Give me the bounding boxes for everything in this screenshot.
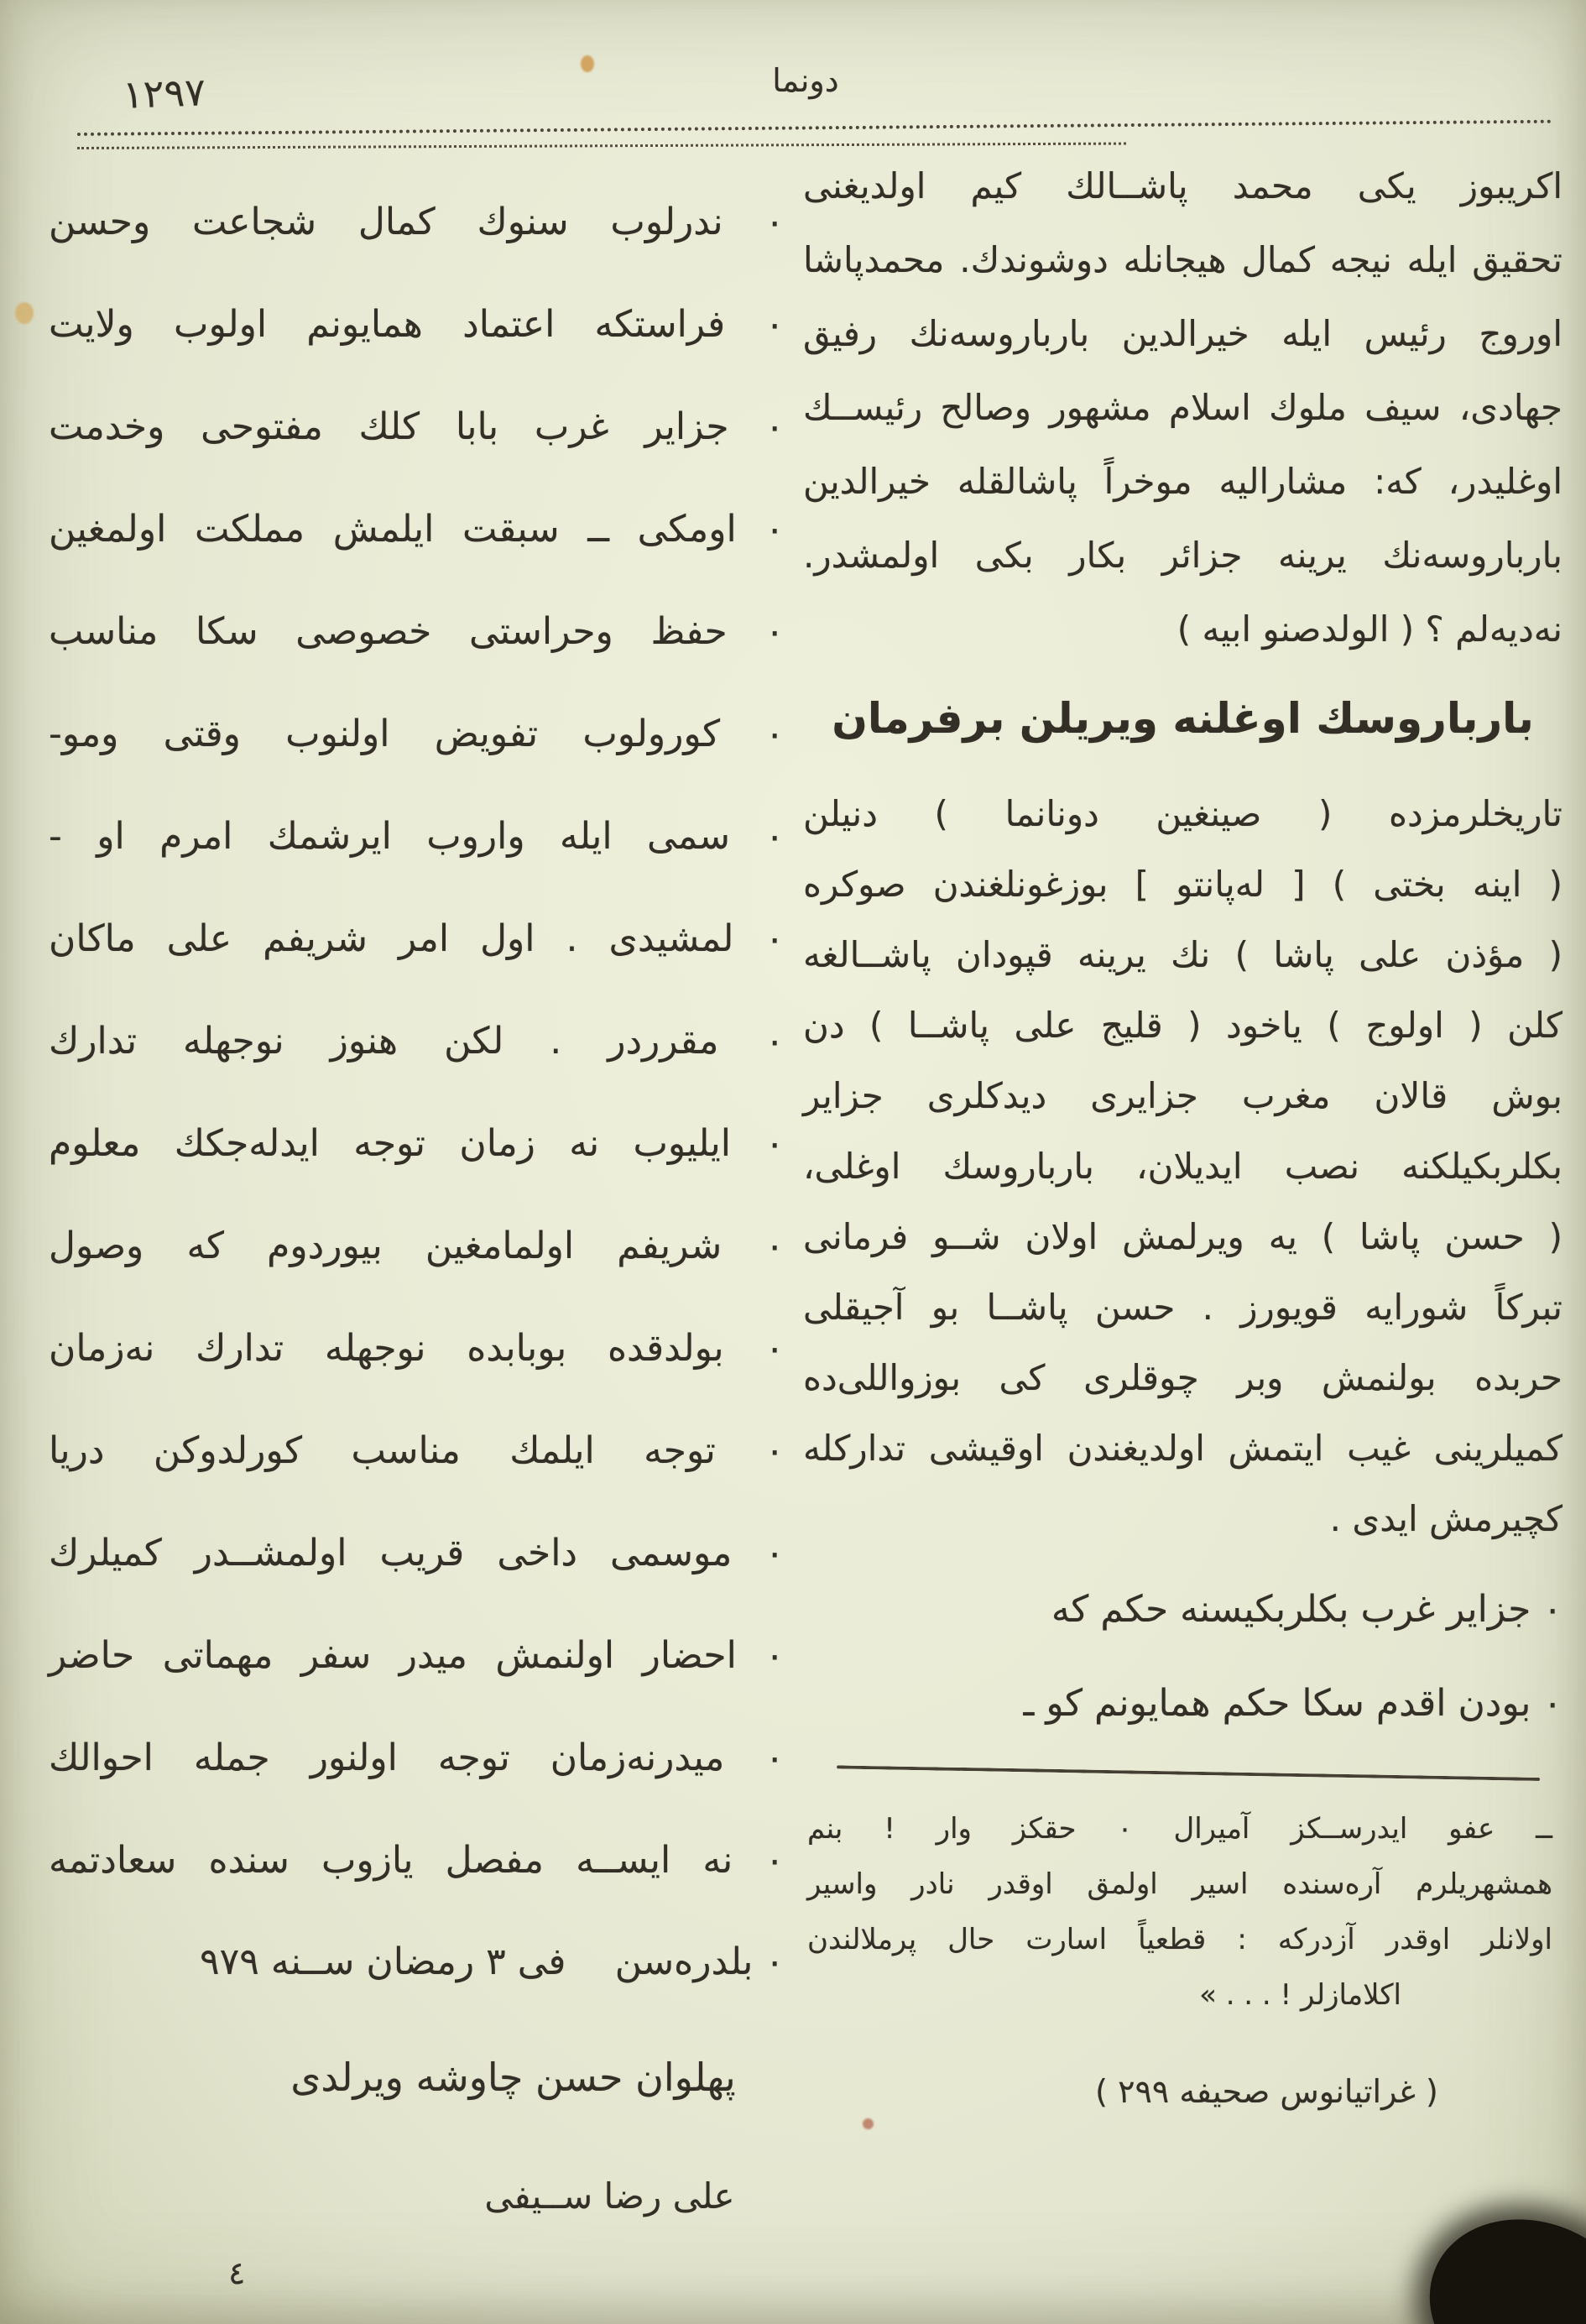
decree-opening-lines (803, 1563, 1563, 1751)
paragraph-line: تحقيق ايله نيجه كمال هيجانله دوشوندك. محمدپاشا (803, 239, 1563, 280)
ferman-date-line (49, 1911, 785, 2013)
page-number: ١٢٩٧ (122, 69, 206, 118)
ferman-date-left: فى ٣ رمضان ســنه ٩٧٩ (200, 1940, 566, 1983)
paragraph-line: تاريخلرمزده ( صينغين دونانما ) دنيلن (803, 793, 1563, 834)
section-heading: بارباروسك اوغلنه ويريلن برفرمان (832, 694, 1534, 743)
foxing-spot (863, 2118, 874, 2129)
ferman-line: ٠ ايليوب نه زمان توجه ايدله‌جكك معلوم (49, 1122, 785, 1165)
ferman-line: ٠ فراستكه اعتماد همايونم اولوب ولايت (49, 303, 785, 346)
footnote-line: ــ عفو ايدرســكز آميرال ٠ حقكز وار ! بنم (807, 1812, 1553, 1846)
ferman-line: ٠ توجه ايلمك مناسب كورلدوكن دريا (49, 1429, 785, 1472)
header-dotted-rule-secondary (77, 143, 1126, 149)
ferman-line: ٠ سمى ايله واروب ايرشمك امرم او - (49, 815, 785, 858)
paragraph-line: كلن ( اولوج ) ياخود ( قليج على پاشــا ) دن (803, 1005, 1563, 1046)
paragraph-line: بارباروسه‌نك يرينه جزائر بكار بكى اولمشدر. (803, 535, 1563, 576)
ferman-line: ٠ مقرردر . لكن هنوز نوجهله تدارك (49, 1020, 785, 1063)
paragraph-line: اكريبوز يكى محمد پاشــالك كيم اولديغنى (803, 165, 1563, 206)
foxing-spot (15, 302, 34, 324)
source-reference-block (803, 2058, 1563, 2125)
gathering-signature-mark: ٤ (228, 2254, 246, 2291)
paragraph-line: بكلربكيلكنه نصب ايديلان، بارباروسك اوغلى، (803, 1146, 1563, 1187)
footnote-rule (837, 1765, 1540, 1781)
footnote-line: اكلامازلر ! . . . » (1199, 1978, 1401, 2012)
author-signature: على رضا ســيفى (484, 2175, 735, 2217)
ferman-closing-line: پهلوان حسن چاوشه ويرلدى (290, 2055, 736, 2100)
source-reference: ( غراتيانوس صحيفه ٢٩٩ ) (1095, 2073, 1438, 2110)
ferman-line: ٠ كورولوب تفويض اولنوب وقتى ومو- (49, 713, 785, 755)
ferman-line: ٠ موسمى داخى قريب اولمشــدر كميلرك (49, 1532, 785, 1575)
paragraph-line: ( اينه بختى ) [ له‌پانتو ] بوزغونلغندن صوكره (803, 864, 1563, 905)
ferman-line: ٠ نه ايســه مفصل يازوب سنده سعادتمه (49, 1839, 785, 1882)
ferman-line: ٠ بولدقده بوبابده نوجهله تدارك نه‌زمان (49, 1327, 785, 1370)
paragraph-line: بوش قالان مغرب جزايرى ديدكلرى جزاير (803, 1075, 1563, 1116)
paragraph-line: ( حسن پاشا ) يه ويرلمش اولان شــو فرمانى (803, 1216, 1563, 1257)
footnote-line: همشهريلرم آره‌سنده اسير اولمق اوقدر نادر واسير (807, 1867, 1552, 1901)
paragraph-line: كچيرمش ايدى . (1329, 1498, 1563, 1539)
paragraph-line: اوغليدر، كه: مشاراليه موخراً پاشالقله خيرالدين (803, 461, 1563, 502)
ferman-line: ٠ لمشيدى . اول امر شريفم على ماكان (49, 917, 785, 960)
ferman-line: ٠ شريفم اولمامغين بيوردوم كه وصول (49, 1225, 785, 1267)
ferman-line: ٠ احضار اولنمش ميدر سفر مهماتى حاضر (49, 1634, 785, 1677)
ferman-line: ٠ حفظ وحراستى خصوصى سكا مناسب (49, 610, 785, 653)
footnote-line: اولانلر اوقدر آزدركه : قطعياً اسارت حال پرملالندن (807, 1923, 1552, 1956)
decree-line: ٠ جزاير غرب بكلربكيسنه حكم كه (1051, 1588, 1563, 1631)
ferman-line: ٠ ندرلوب سنوك كمال شجاعت وحسن (49, 201, 785, 243)
paragraph-line: ( مؤذن على پاشا ) نك يرينه قپودان پاشــالغه (803, 934, 1563, 975)
paragraph-line: نه‌ديه‌لم ؟ ( الولدصنو ابيه ) (1176, 608, 1563, 650)
section-heading-block (803, 676, 1563, 760)
ferman-column (49, 171, 785, 1912)
opening-paragraph (803, 149, 1563, 666)
decree-line: ٠ بودن اقدم سكا حكم همايونم كو ـ (1023, 1682, 1563, 1725)
paragraph-line: تبركاً شورايه قويورز . حسن پاشــا بو آجيقلى (803, 1287, 1563, 1328)
paragraph-line: كميلرينى غيب ايتمش اولديغندن اوقيشى تداركله (803, 1428, 1563, 1469)
paragraph-line: اوروج رئيس ايله خيرالدين بارباروسه‌نك رفيق (803, 313, 1563, 354)
ferman-line: ٠ ميدرنه‌زمان توجه اولنور جمله احوالك (49, 1736, 785, 1779)
paragraph-line: حربده بولنمش وبر چوقلرى كى بوزواللى‌ده (803, 1357, 1563, 1398)
header-dotted-rule (77, 120, 1552, 136)
foxing-spot (581, 55, 594, 72)
ferman-date-right: ٠ بلدره‌سن (614, 1940, 785, 1983)
ferman-line: ٠ جزاير غرب بابا كلك مفتوحى وخدمت (49, 405, 785, 448)
ferman-line: ٠ اومكى ــ سبقت ايلمش مملكت اولمغين (49, 508, 785, 551)
paragraph-line: جهادى، سيف ملوك اسلام مشهور وصالح رئيســك (803, 387, 1563, 428)
scan-corner-shadow (1401, 2186, 1586, 2324)
running-title: دونما (772, 62, 839, 99)
history-paragraph (803, 779, 1563, 1554)
footnote (807, 1801, 1552, 2023)
